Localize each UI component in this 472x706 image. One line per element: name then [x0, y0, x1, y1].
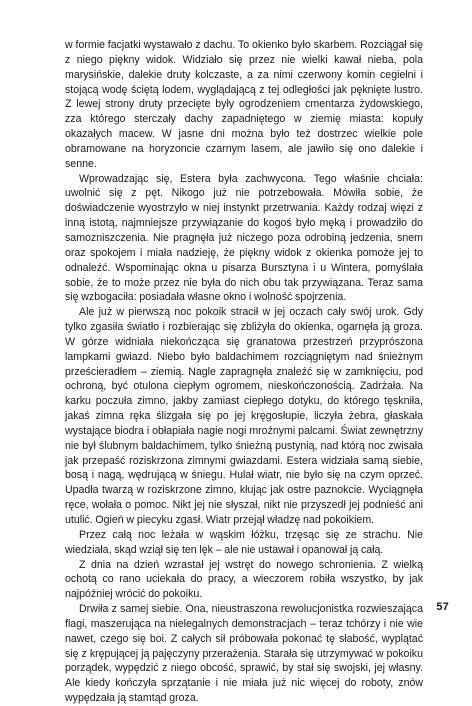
- paragraph-4: Przez całą noc leżała w wąskim łóżku, trzęsąc się ze strachu. Nie wiedziała, skąd wziął się ten lęk – ale nie ustawał i opanował ją całą.: [65, 528, 423, 556]
- paragraph-5: Z dnia na dzień wzrastał jej wstręt do nowego schronienia. Z wielką ochotą co rano uciekała do pracy, a wieczorem robiła wszystko, by jak najpóźniej wrócić do pokoiku.: [65, 558, 423, 601]
- paragraph-6: Drwiła z samej siebie. Ona, nieustraszona rewolucjonistka rozwieszająca flagi, maszerująca na nielegalnych demonstracjach – teraz tchórzy i nie wie nawet, czego się boi. Z całych sił próbowała pokonać tę słabość, wyplątać się z krępującej ją pajęczyny przerażenia. Starała się utrzymywać w pokoiku porządek, wypędzić z niego obcość, sprawić, by stał się swojski, jej własny. Ale kiedy kończyła sprzątanie i nie miała już nic więcej do roboty, znów wypędzała ją stamtąd groza.: [65, 603, 423, 705]
- paragraph-2: Wprowadzając się, Estera była zachwycona. Tego właśnie chciała: uwolnić się z pęt. Nikogo już nie potrzebowała. Mówiła sobie, że doświadczenie wyostrzyło w niej instynkt przetrwania. Każdy rodzaj więzi z inną istotą, najmniejsze przywiązanie do kogoś było męką i prowadziło do samozniszczenia. Nie pragnęła już niczego poza odrobiną jedzenia, snem oraz spokojem i miała nadzieję, że piękny widok z okienka pomoże jej to odnaleźć. Wspominając okna u pisarza Bursztyna i u Wintera, pomyślała sobie, że to może przez nie była do nich obu tak przywiązana. Teraz sama się wzbogaciła: posiadała własne okno i wolność spojrzenia.: [65, 172, 423, 304]
- paragraph-1: w formie facjatki wystawało z dachu. To okienko było skarbem. Rozciągał się z niego piękny widok. Widziało się przez nie wielki kawał nieba, pola marysińskie, dalekie druty kolczaste, a za nimi czerwony komin cegielni i stojącą wodę ściętą lodem, wyglądającą z tej odległości jak pęknięte lustro. Z lewej strony druty przecięte były ogrodzeniem cmentarza żydowskiego, zza którego sterczały dachy zapadniętego w ziemię miasta: kopuły okazałych macew. W jasne dni można było też dostrzec wielkie pole obramowane na horyzoncie czarnym lasem, ale jawiło się ono dalekie i senne.: [65, 39, 423, 170]
- body-text: [65, 38, 423, 706]
- page-number: 57: [436, 601, 449, 613]
- paragraph-3: Ale już w pierwszą noc pokoik stracił w jej oczach cały swój urok. Gdy tylko zgasiła światło i rozbierając się zbliżyła do okienka, ogarnęła ją groza. W górze widniała niekończąca się granatowa przestrzeń przyprószona lampkami gwiazd. Niebo było baldachimem rozciągniętym nad śnieżnym prześcieradłem – ziemią. Nagle zapragnęła znaleźć się w zamknięciu, pod ochroną, być otulona ciepłym ogromem, nieskończonością. Zadrżała. Na karku poczuła zimno, jakby zamiast ciepłego dotyku, do którego tęskniła, jakaś zimna ręka ślizgała się po jej kręgosłupie, liczyła żebra, głaskała wystające biodra i obłapiała nagie nogi mroźnymi palcami. Świat zewnętrzny nie był ślubnym baldachimem, tylko śnieżną pustynią, nad którą noc zwisała jak przepaść roziskrzona zimnymi gwiazdami. Estera widziała samą siebie, bosą i nagą, wędrującą w śniegu. Hulał wiatr, nie było się na czym oprzeć. Upadła twarzą w roziskrzone zimno, kłując jak ostre paznokcie. Wyciągnęła ręce, wołała o pomoc. Nikt jej nie słyszał, nikt nie przyszedł jej podnieść ani utulić. Ogień w piecyku zgasł. Wiatr przejął władzę nad pokoikiem.: [65, 306, 423, 526]
